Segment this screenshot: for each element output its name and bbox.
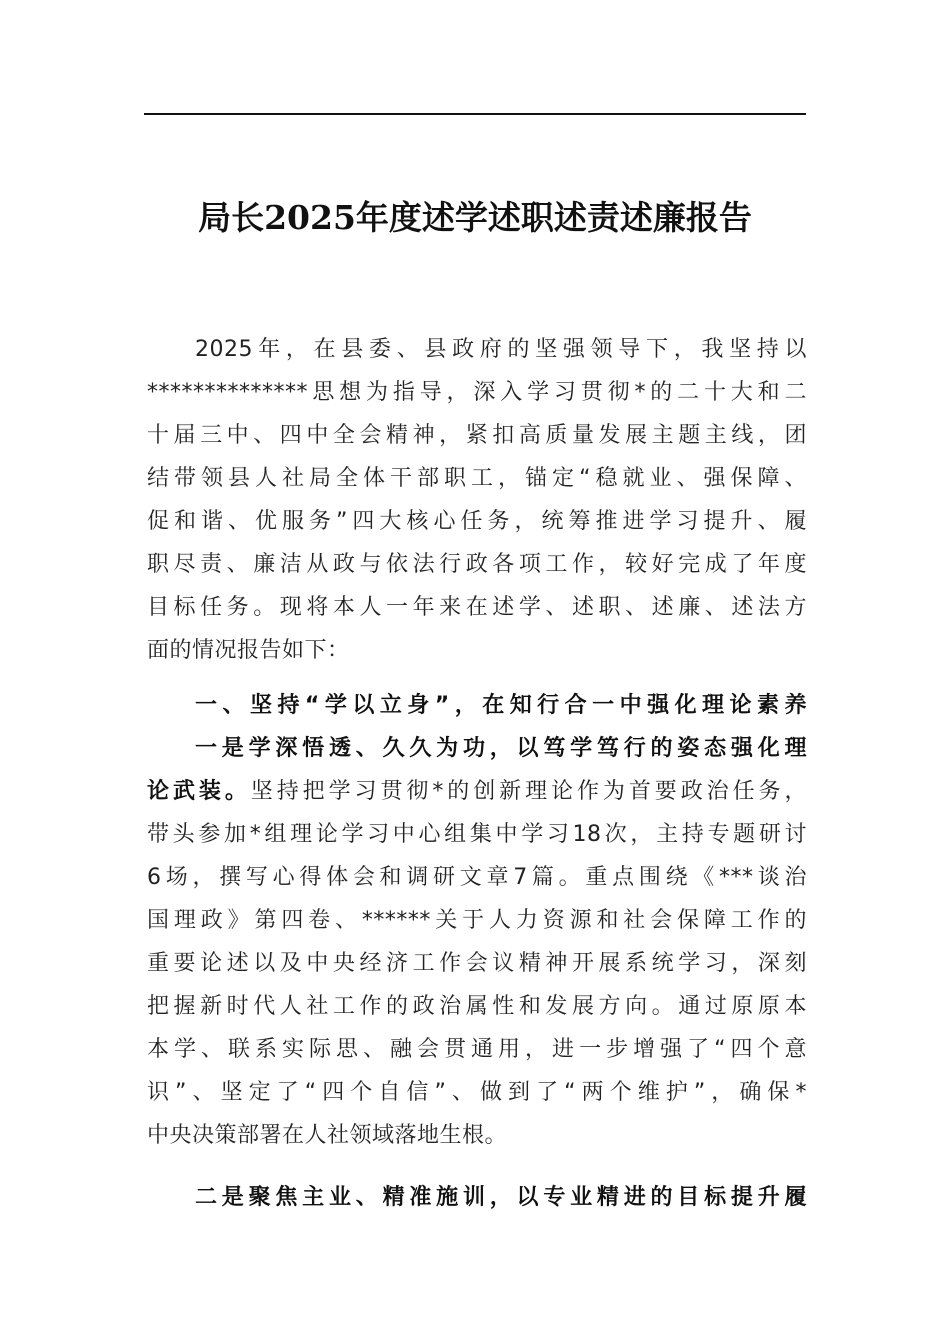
point-heading: 一是学深悟透、久久为功，以笃学笃行的姿态强化理 (195, 736, 807, 761)
paragraph-line: 国理政》第四卷、******关于人力资源和社会保障工作的 (147, 908, 807, 933)
paragraph-line: 本学、联系实际思、融会贯通用，进一步增强了“四个意 (147, 1037, 807, 1062)
paragraph-line: 结带领县人社局全体干部职工，锚定“稳就业、强保障、 (147, 466, 807, 491)
paragraph-line: 6场，撰写心得体会和调研文章7篇。重点围绕《***谈治 (147, 865, 807, 890)
paragraph-line: 目标任务。现将本人一年来在述学、述职、述廉、述法方 (147, 595, 807, 620)
paragraph-line: 把握新时代人社工作的政治属性和发展方向。通过原原本 (147, 994, 807, 1019)
header-rule (144, 113, 806, 115)
paragraph-text: 坚持把学习贯彻*的创新理论作为首要政治任务， (250, 779, 807, 804)
point-heading: 二是聚焦主业、精准施训，以专业精进的目标提升履 (195, 1185, 807, 1210)
point-heading-end: 论武装。 (147, 779, 251, 804)
paragraph-line: 重要论述以及中央经济工作会议精神开展系统学习，深刻 (147, 951, 807, 976)
paragraph-line: 职尽责、廉洁从政与依法行政各项工作，较好完成了年度 (147, 552, 807, 577)
paragraph-line: 十届三中、四中全会精神，紧扣高质量发展主题主线，团 (147, 423, 807, 448)
paragraph-line: 促和谐、优服务”四大核心任务，统筹推进学习提升、履 (147, 509, 807, 534)
paragraph-line: 识”、坚定了“四个自信”、做到了“两个维护”，确保* (147, 1080, 807, 1105)
paragraph-line: 2025年，在县委、县政府的坚强领导下，我坚持以 (195, 337, 807, 362)
section-heading: 一、坚持“学以立身”，在知行合一中强化理论素养 (195, 693, 807, 718)
paragraph-line: 中央决策部署在人社领域落地生根。 (147, 1123, 508, 1148)
document-title: 局长2025年度述学述职述责述廉报告 (198, 198, 752, 237)
paragraph-line: 面的情况报告如下： (147, 638, 350, 663)
paragraph-line: 带头参加*组理论学习中心组集中学习18次，主持专题研讨 (147, 822, 807, 847)
paragraph-line: **************思想为指导，深入学习贯彻*的二十大和二 (147, 380, 807, 405)
paragraph-line (147, 770, 807, 813)
